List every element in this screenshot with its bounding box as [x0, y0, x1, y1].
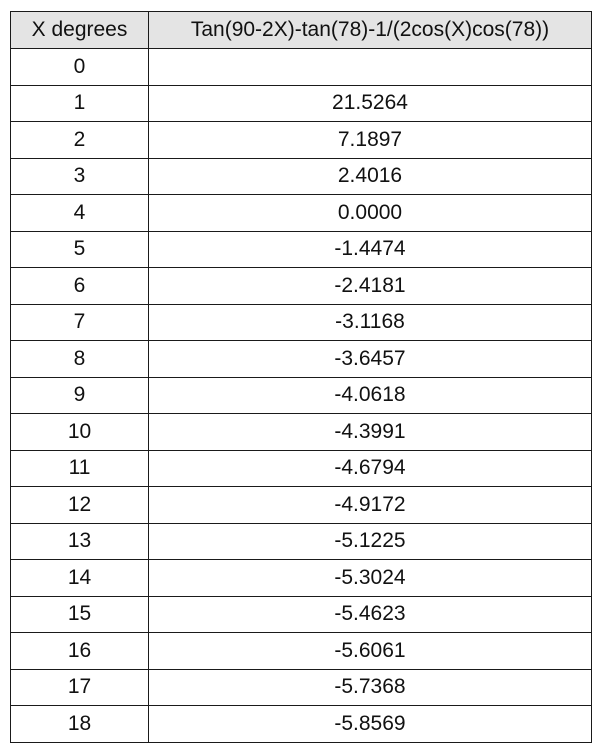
cell-x-degrees[interactable]: 18: [11, 706, 149, 743]
table-row: [11, 487, 592, 524]
cell-x-degrees[interactable]: 8: [11, 341, 149, 378]
cell-x-degrees[interactable]: 12: [11, 487, 149, 524]
header-formula[interactable]: Tan(90-2X)-tan(78)-1/(2cos(X)cos(78)): [149, 12, 592, 49]
table-row: [11, 414, 592, 451]
table-row: [11, 85, 592, 122]
table-row: [11, 304, 592, 341]
table-row: [11, 268, 592, 305]
cell-x-degrees[interactable]: 3: [11, 158, 149, 195]
cell-value[interactable]: -5.8569: [149, 706, 592, 743]
cell-value[interactable]: -5.7368: [149, 669, 592, 706]
table-row: [11, 377, 592, 414]
cell-value[interactable]: -5.3024: [149, 560, 592, 597]
cell-value[interactable]: -3.1168: [149, 304, 592, 341]
cell-x-degrees[interactable]: 14: [11, 560, 149, 597]
table-row: [11, 341, 592, 378]
table-row: [11, 158, 592, 195]
cell-x-degrees[interactable]: 5: [11, 231, 149, 268]
table-row: [11, 633, 592, 670]
cell-x-degrees[interactable]: 6: [11, 268, 149, 305]
cell-x-degrees[interactable]: 2: [11, 122, 149, 159]
table-row: [11, 195, 592, 232]
table-row: [11, 49, 592, 86]
cell-x-degrees[interactable]: 0: [11, 49, 149, 86]
cell-value[interactable]: -5.1225: [149, 523, 592, 560]
table-row: [11, 596, 592, 633]
table-row: [11, 122, 592, 159]
table-row: [11, 669, 592, 706]
table-row: [11, 523, 592, 560]
cell-value[interactable]: 7.1897: [149, 122, 592, 159]
cell-x-degrees[interactable]: 15: [11, 596, 149, 633]
cell-x-degrees[interactable]: 11: [11, 450, 149, 487]
table-row: [11, 560, 592, 597]
cell-x-degrees[interactable]: 10: [11, 414, 149, 451]
data-table: [10, 11, 592, 743]
cell-x-degrees[interactable]: 16: [11, 633, 149, 670]
cell-value[interactable]: [149, 49, 592, 86]
table-body: [11, 49, 592, 743]
cell-value[interactable]: -4.0618: [149, 377, 592, 414]
cell-value[interactable]: 21.5264: [149, 85, 592, 122]
cell-value[interactable]: -5.6061: [149, 633, 592, 670]
cell-value[interactable]: -4.3991: [149, 414, 592, 451]
table-row: [11, 231, 592, 268]
cell-x-degrees[interactable]: 9: [11, 377, 149, 414]
cell-x-degrees[interactable]: 13: [11, 523, 149, 560]
cell-value[interactable]: -4.9172: [149, 487, 592, 524]
cell-value[interactable]: -5.4623: [149, 596, 592, 633]
header-row: [11, 12, 592, 49]
cell-value[interactable]: -1.4474: [149, 231, 592, 268]
table-row: [11, 706, 592, 743]
cell-value[interactable]: -4.6794: [149, 450, 592, 487]
cell-value[interactable]: 0.0000: [149, 195, 592, 232]
cell-x-degrees[interactable]: 7: [11, 304, 149, 341]
table-row: [11, 450, 592, 487]
header-x-degrees[interactable]: X degrees: [11, 12, 149, 49]
cell-value[interactable]: 2.4016: [149, 158, 592, 195]
cell-value[interactable]: -2.4181: [149, 268, 592, 305]
cell-value[interactable]: -3.6457: [149, 341, 592, 378]
cell-x-degrees[interactable]: 17: [11, 669, 149, 706]
cell-x-degrees[interactable]: 4: [11, 195, 149, 232]
cell-x-degrees[interactable]: 1: [11, 85, 149, 122]
